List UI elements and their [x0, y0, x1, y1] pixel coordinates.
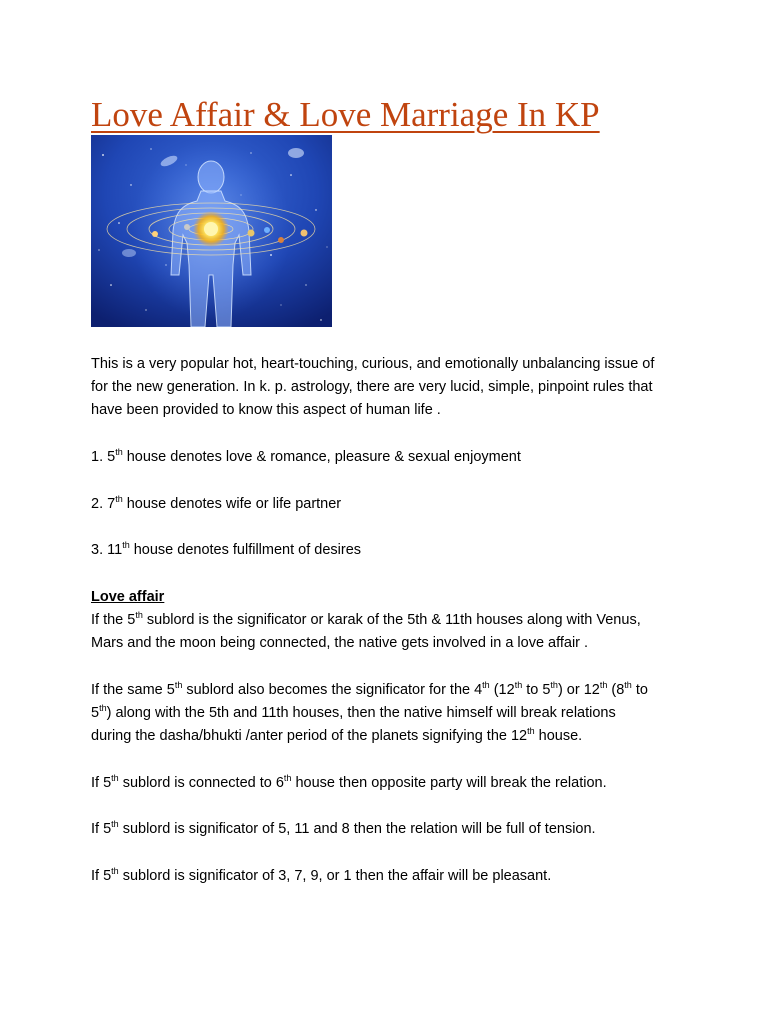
page-title: Love Affair & Love Marriage In KP	[91, 95, 600, 134]
rule-item-1: 1. 5th house denotes love & romance, pleasure & sexual enjoyment	[91, 447, 521, 465]
intro-line-2: for the new generation. In k. p. astrology, there are very lucid, simple, pinpoint rules that	[91, 379, 653, 395]
section-heading-love-affair: Love affair	[91, 589, 165, 605]
paragraph-1-line-2: Mars and the moon being connected, the native gets involved in a love affair .	[91, 635, 589, 651]
paragraph-5: If 5th sublord is significator of 3, 7, 9, or 1 then the affair will be pleasant.	[91, 866, 552, 884]
paragraph-4: If 5th sublord is significator of 5, 11 and 8 then the relation will be full of tension.	[91, 819, 596, 837]
rule-item-2: 2. 7th house denotes wife or life partner	[91, 494, 342, 512]
intro-line-3: have been provided to know this aspect of human life .	[91, 402, 441, 418]
paragraph-3: If 5th sublord is connected to 6th house then opposite party will break the relation.	[91, 773, 607, 791]
paragraph-2-line-1: If the same 5th sublord also becomes the significator for the 4th (12th to 5th) or 12th (8th to	[91, 680, 648, 698]
paragraph-1-line-1: If the 5th sublord is the significator or karak of the 5th & 11th houses along with Venus,	[91, 610, 641, 628]
paragraph-2-line-3: during the dasha/bhukti /anter period of the planets signifying the 12th house.	[91, 726, 583, 744]
intro-line-1: This is a very popular hot, heart-touching, curious, and emotionally unbalancing issue of	[91, 356, 655, 372]
rule-item-3: 3. 11th house denotes fulfillment of desires	[91, 540, 362, 558]
cosmic-body-illustration	[91, 135, 332, 327]
paragraph-2-line-2: 5th) along with the 5th and 11th houses, then the native himself will break relations	[91, 703, 616, 721]
